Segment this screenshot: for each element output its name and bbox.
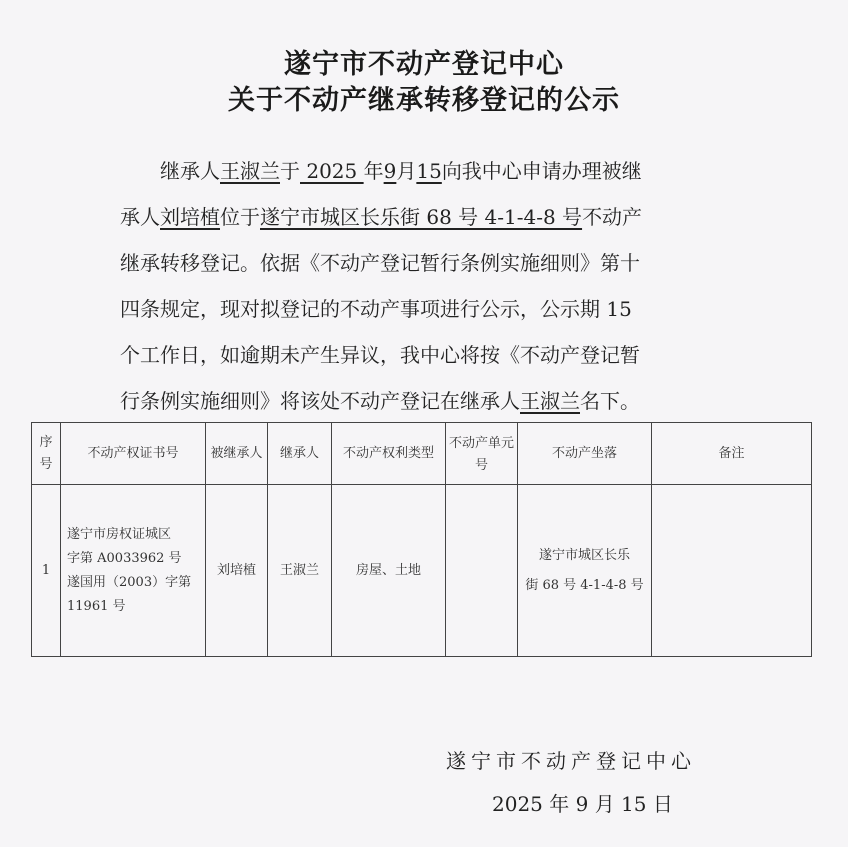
apply-year: 2025 xyxy=(300,159,364,183)
cell-cert xyxy=(61,485,206,657)
text-property: 不动产 xyxy=(582,205,643,229)
header-decedent: 被继承人 xyxy=(206,423,268,485)
body-line-4: 四条规定，现对拟登记的不动产事项进行公示，公示期 15 xyxy=(120,297,632,321)
table-row xyxy=(32,485,812,657)
body-line-6 xyxy=(120,378,740,424)
cert-line: 遂国用（2003）字第 xyxy=(67,574,192,590)
cell-decedent: 刘培植 xyxy=(206,485,268,657)
cert-line: 字第 A0033962 号 xyxy=(67,550,182,566)
text-year-unit: 年 xyxy=(363,159,384,183)
apply-month: 9 xyxy=(383,159,397,183)
cert-line: 11961 号 xyxy=(67,598,126,614)
cell-heir: 王淑兰 xyxy=(268,485,332,657)
heir-name: 王淑兰 xyxy=(220,159,280,183)
table-header-row xyxy=(32,423,812,485)
header-location: 不动产坐落 xyxy=(518,423,652,485)
cell-type: 房屋、土地 xyxy=(332,485,446,657)
text-heir-prefix: 继承人 xyxy=(160,159,220,183)
notice-title-subject: 关于不动产继承转移登记的公示 xyxy=(228,85,620,116)
cell-location xyxy=(518,485,652,657)
cell-remark xyxy=(652,485,812,657)
header-type: 不动产权利类型 xyxy=(332,423,446,485)
cell-seq: 1 xyxy=(32,485,61,657)
text-decedent-prefix: 承人 xyxy=(120,205,160,229)
notice-body xyxy=(120,148,740,424)
body-line-5: 个工作日，如逾期未产生异议，我中心将按《不动产登记暂 xyxy=(120,343,640,367)
text-located: 位于 xyxy=(220,205,260,229)
cell-unit xyxy=(446,485,518,657)
text-at: 于 xyxy=(280,159,300,183)
text-register-to: 行条例实施细则》将该处不动产登记在继承人 xyxy=(120,389,520,413)
location-line: 遂宁市城区长乐 xyxy=(538,547,630,563)
header-unit: 不动产单元号 xyxy=(446,423,518,485)
body-line-3: 继承转移登记。依据《不动产登记暂行条例实施细则》第十 xyxy=(120,251,640,275)
heir-name-repeat: 王淑兰 xyxy=(520,389,580,413)
text-name-suffix: 名下。 xyxy=(580,389,640,413)
header-heir: 继承人 xyxy=(268,423,332,485)
registration-table xyxy=(31,422,812,657)
body-line-1 xyxy=(120,148,740,194)
property-address: 遂宁市城区长乐街 68 号 4-1-4-8 号 xyxy=(260,205,583,229)
text-apply: 向我中心申请办理被继 xyxy=(441,159,642,183)
header-seq: 序号 xyxy=(32,423,61,485)
body-line-2 xyxy=(120,194,740,240)
cert-line: 遂宁市房权证城区 xyxy=(67,526,172,542)
apply-day: 15 xyxy=(416,159,442,183)
location-line: 街 68 号 4-1-4-8 号 xyxy=(525,577,644,593)
text-month-unit: 月 xyxy=(396,159,417,183)
decedent-name: 刘培植 xyxy=(160,205,220,229)
signature-date: 2025 年 9 月 15 日 xyxy=(492,792,673,816)
notice-title-org: 遂宁市不动产登记中心 xyxy=(284,49,564,80)
signature-org: 遂宁市不动产登记中心 xyxy=(446,749,696,773)
header-cert: 不动产权证书号 xyxy=(61,423,206,485)
header-remark: 备注 xyxy=(652,423,812,485)
